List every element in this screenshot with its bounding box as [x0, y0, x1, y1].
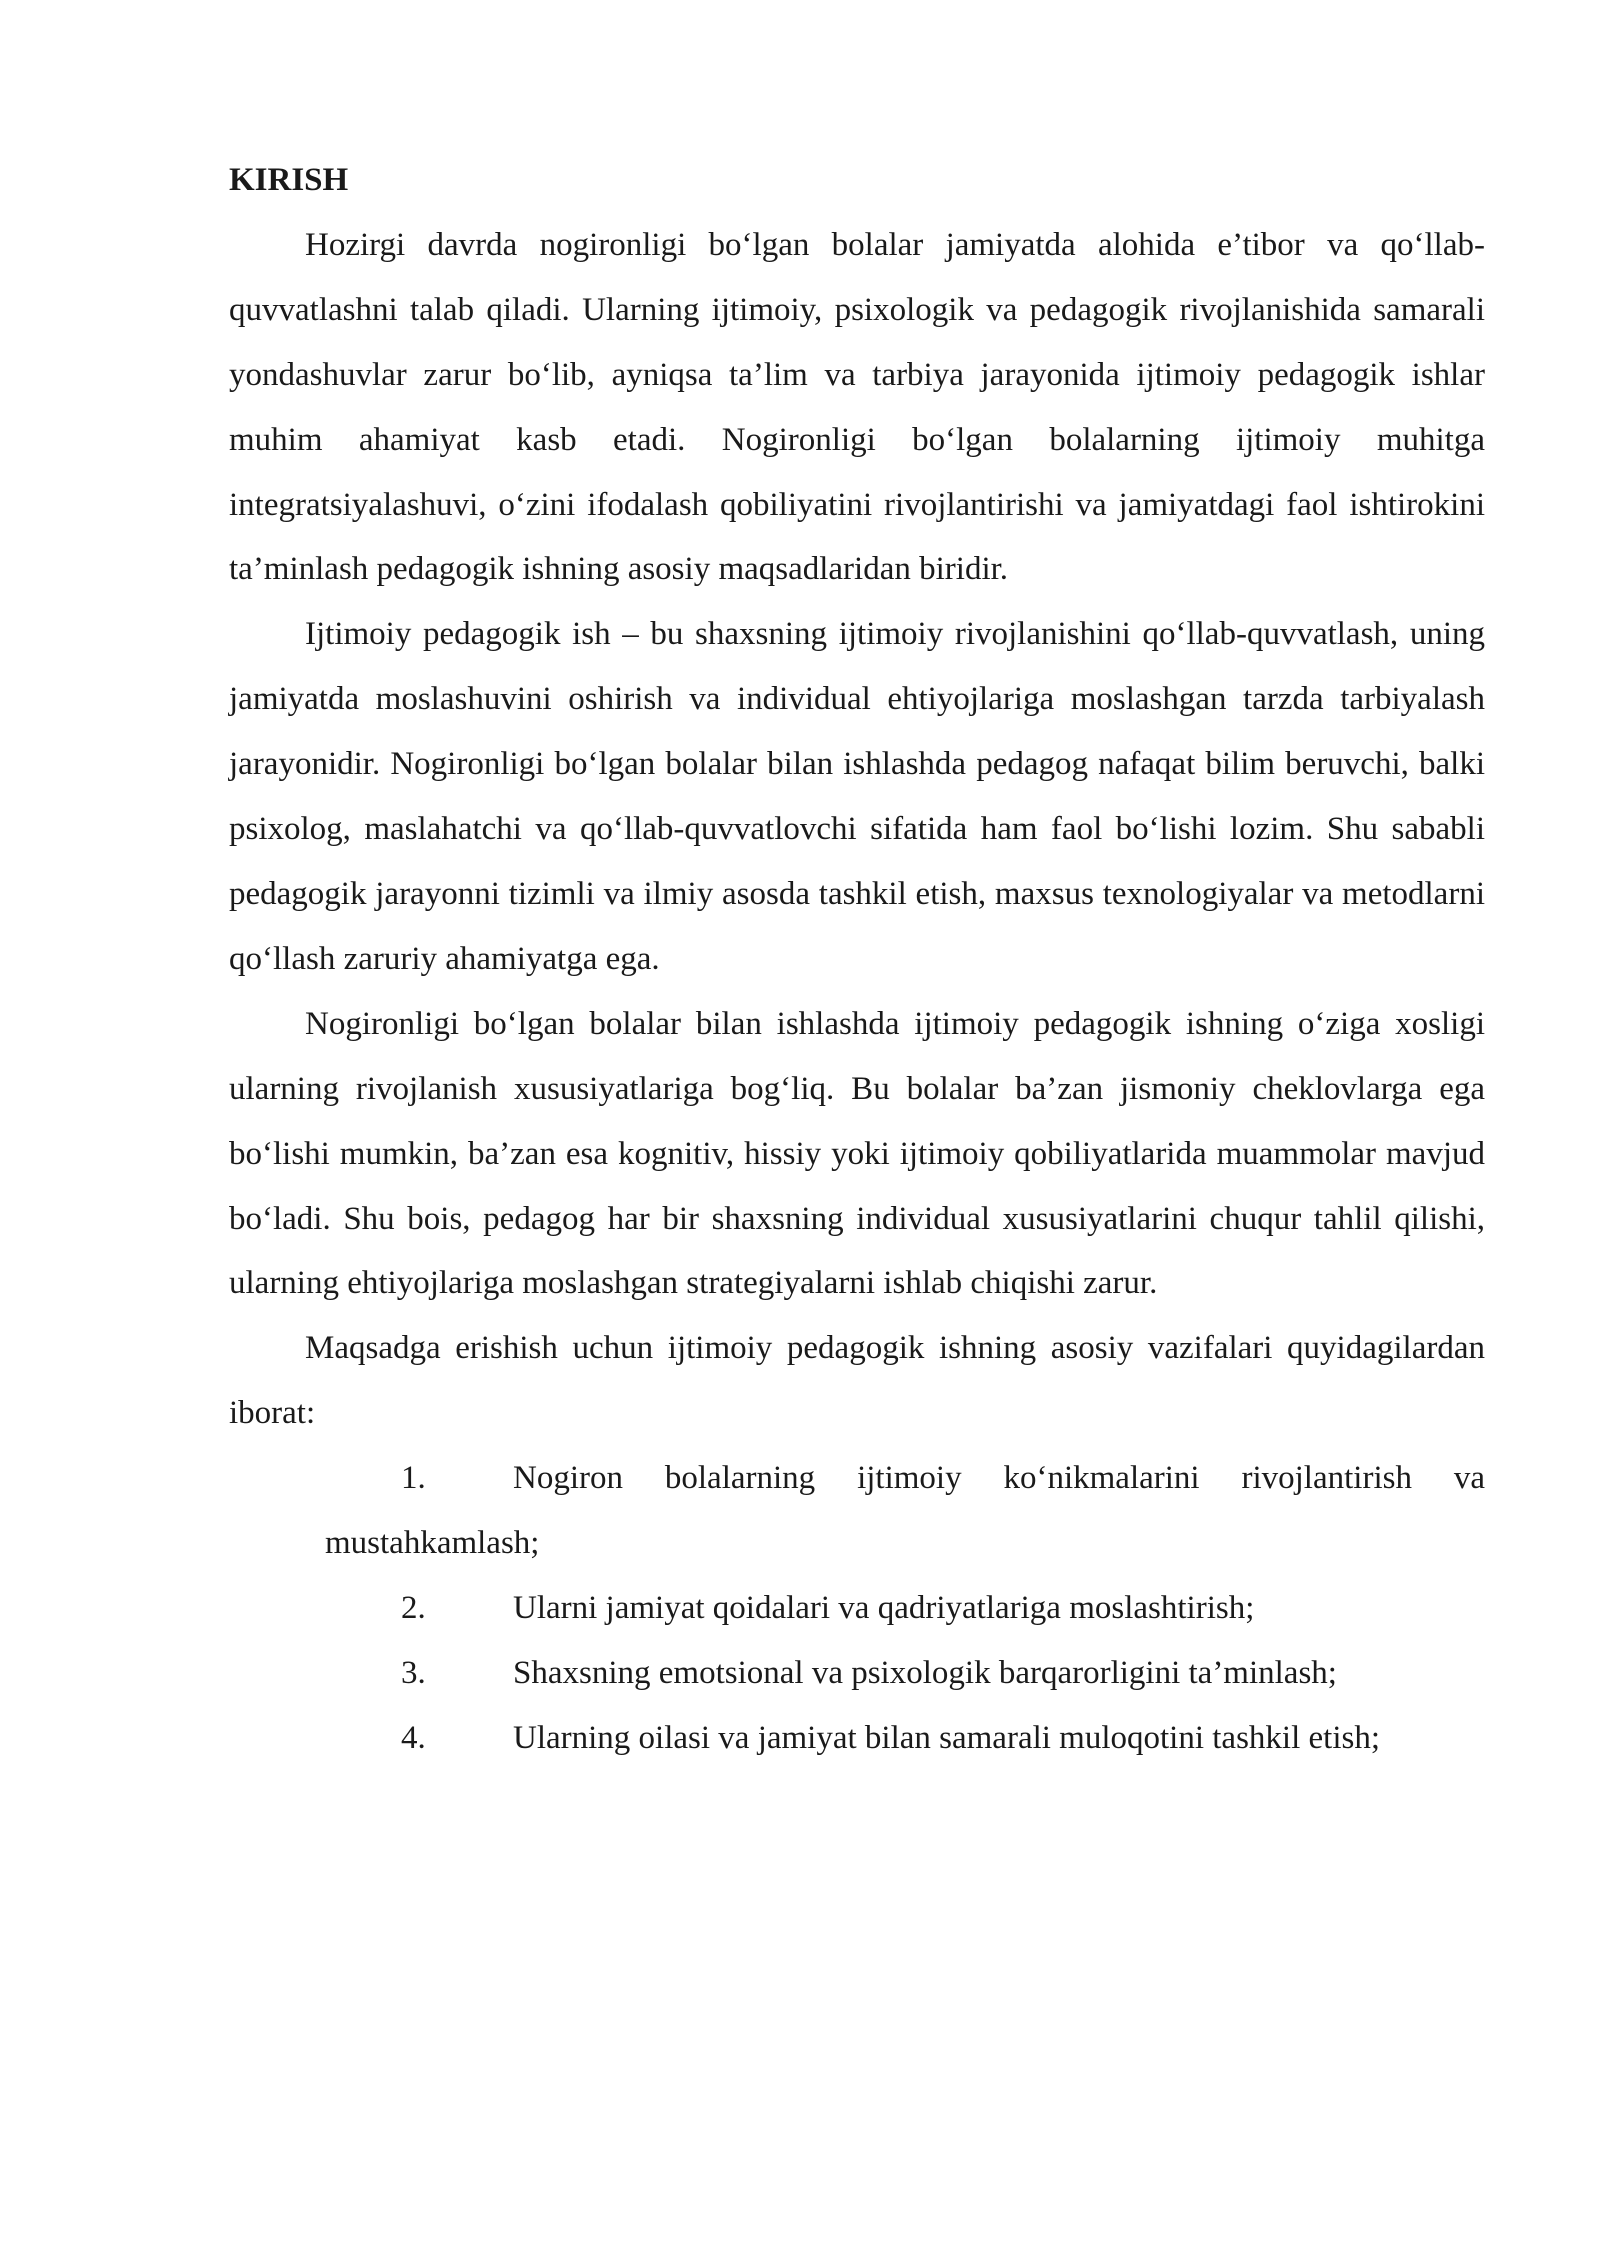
paragraph-1: Hozirgi davrda nogironligi bo‘lgan bolalar jamiyatda alohida e’tibor va qo‘llab-quvvatlashni talab qiladi. Ularning ijtimoiy, psixologik va pedagogik rivojlanishida samarali yondashuvlar zarur bo‘lib, ayniqsa ta’lim va tarbiya jarayonida ijtimoiy pedagogik ishlar muhim ahamiyat kasb etadi. Nogironligi bo‘lgan bolalarning ijtimoiy muhitga integratsiyalashuvi, o‘zini ifodalash qobiliyatini rivojlantirishi va jamiyatdagi faol ishtirokini ta’minlash pedagogik ishning asosiy maqsadlaridan biridir.: [229, 226, 1485, 588]
list-item-number: 4.: [401, 1719, 426, 1756]
list-item-text: Nogiron bolalarning ijtimoiy ko‘nikmalarini rivojlantirish va mustahkamlash;: [325, 1460, 1485, 1562]
list-item-number: 3.: [401, 1654, 426, 1691]
list-item-number: 1.: [401, 1460, 426, 1497]
list-item: [325, 1446, 1485, 1576]
list-item-text: Ularning oilasi va jamiyat bilan samarali muloqotini tashkil etish;: [513, 1719, 1381, 1756]
paragraph-3: Nogironligi bo‘lgan bolalar bilan ishlashda ijtimoiy pedagogik ishning o‘ziga xosligi ularning rivojlanish xususiyatlariga bog‘liq. Bu bolalar ba’zan jismoniy cheklovlarga ega bo‘lishi mumkin, ba’zan esa kognitiv, hissiy yoki ijtimoiy qobiliyatlarida muammolar mavjud bo‘ladi. Shu bois, pedagog har bir shaxsning individual xususiyatlarini chuqur tahlil qilishi, ularning ehtiyojlariga moslashgan strategiyalarni ishlab chiqishi zarur.: [229, 1005, 1485, 1302]
list-item-text: Shaxsning emotsional va psixologik barqarorligini ta’minlash;: [513, 1654, 1337, 1691]
section-heading: KIRISH: [229, 162, 349, 198]
paragraph-4: Maqsadga erishish uchun ijtimoiy pedagogik ishning asosiy vazifalari quyidagilardan iborat:: [229, 1330, 1485, 1432]
list-item-text: Ularni jamiyat qoidalari va qadriyatlariga moslashtirish;: [513, 1589, 1255, 1626]
tasks-list: [229, 1446, 1485, 1771]
list-item: [325, 1576, 1485, 1641]
list-item: [325, 1641, 1485, 1706]
paragraph-2: Ijtimoiy pedagogik ish – bu shaxsning ijtimoiy rivojlanishini qo‘llab-quvvatlash, uning jamiyatda moslashuvini oshirish va individual ehtiyojlariga moslashgan tarzda tarbiyalash jarayonidir. Nogironligi bo‘lgan bolalar bilan ishlashda pedagog nafaqat bilim beruvchi, balki psixolog, maslahatchi va qo‘llab-quvvatlovchi sifatida ham faol bo‘lishi lozim. Shu sababli pedagogik jarayonni tizimli va ilmiy asosda tashkil etish, maxsus texnologiyalar va metodlarni qo‘llash zaruriy ahamiyatga ega.: [229, 616, 1485, 977]
list-item: [325, 1706, 1485, 1771]
document-body: [229, 148, 1485, 1771]
list-item-number: 2.: [401, 1589, 426, 1626]
